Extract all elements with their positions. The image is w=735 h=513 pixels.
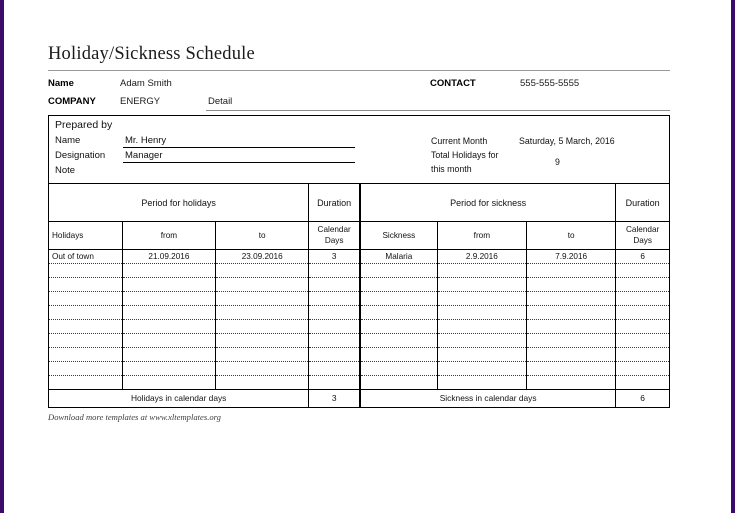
cell-holiday-days-empty[interactable] — [309, 334, 360, 348]
cell-sickness-to-empty[interactable] — [527, 334, 616, 348]
cell-holiday-days-empty[interactable] — [309, 362, 360, 376]
cell-sickness-days-empty[interactable] — [616, 334, 669, 348]
designation-underline — [123, 162, 355, 163]
cell-sickness-from-empty[interactable] — [437, 292, 526, 306]
cell-holiday-to-empty[interactable] — [216, 334, 309, 348]
table-row-empty — [49, 292, 669, 306]
cell-sickness-reason-empty[interactable] — [360, 292, 437, 306]
prepared-name-label: Name — [55, 135, 81, 146]
cell-holiday-days-empty[interactable] — [309, 320, 360, 334]
cell-sickness-reason-empty[interactable] — [360, 278, 437, 292]
group-header-sickness-duration: Duration — [616, 184, 669, 222]
cell-sickness-days-empty[interactable] — [616, 348, 669, 362]
table-row-empty — [49, 278, 669, 292]
cell-sickness-reason[interactable]: Malaria — [360, 250, 437, 264]
cell-holiday-days-empty[interactable] — [309, 278, 360, 292]
cell-sickness-days-empty[interactable] — [616, 264, 669, 278]
cell-holiday-reason-empty[interactable] — [49, 278, 122, 292]
table-group-header-row — [49, 184, 669, 222]
prepared-by-section — [49, 116, 669, 183]
cell-holiday-days-empty[interactable] — [309, 306, 360, 320]
note-label: Note — [55, 165, 76, 176]
cell-holiday-from-empty[interactable] — [122, 348, 215, 362]
cell-holiday-reason-empty[interactable] — [49, 306, 122, 320]
table-column-header-row — [49, 222, 669, 250]
col-header-sickness-from: from — [437, 222, 526, 250]
cell-sickness-to-empty[interactable] — [527, 292, 616, 306]
page-title: Holiday/Sickness Schedule — [48, 44, 255, 64]
schedule-sheet — [48, 44, 670, 464]
total-holidays-label-line1: Total Holidays for — [431, 150, 499, 160]
table-totals-row — [49, 390, 669, 407]
cell-holiday-from-empty[interactable] — [122, 264, 215, 278]
cell-sickness-reason-empty[interactable] — [360, 320, 437, 334]
cell-holiday-reason-empty[interactable] — [49, 362, 122, 376]
cell-sickness-days-empty[interactable] — [616, 320, 669, 334]
col-header-holidays-days-line1: Calendar — [317, 225, 351, 235]
total-holidays-days-value: 3 — [309, 390, 360, 407]
cell-holiday-reason-empty[interactable] — [49, 348, 122, 362]
cell-sickness-from[interactable]: 2.9.2016 — [437, 250, 526, 264]
schedule-table — [49, 183, 669, 407]
cell-sickness-to-empty[interactable] — [527, 348, 616, 362]
cell-holiday-from-empty[interactable] — [122, 278, 215, 292]
cell-holiday-reason-empty[interactable] — [49, 320, 122, 334]
col-header-sickness-days-line2: Days — [633, 235, 652, 245]
group-header-sickness: Period for sickness — [360, 184, 616, 222]
cell-sickness-days-empty[interactable] — [616, 362, 669, 376]
cell-holiday-reason[interactable]: Out of town — [49, 250, 122, 264]
cell-sickness-days-empty[interactable] — [616, 278, 669, 292]
cell-holiday-to-empty[interactable] — [216, 278, 309, 292]
name-value[interactable]: Adam Smith — [120, 78, 172, 89]
col-header-holidays-from: from — [122, 222, 215, 250]
cell-sickness-to-empty[interactable] — [527, 264, 616, 278]
cell-sickness-to-empty[interactable] — [527, 362, 616, 376]
total-holidays-value: 9 — [555, 157, 560, 167]
table-row-empty — [49, 376, 669, 390]
current-month-value: Saturday, 5 March, 2016 — [519, 136, 615, 146]
col-header-holidays-days — [309, 222, 360, 250]
cell-sickness-reason-empty[interactable] — [360, 362, 437, 376]
cell-holiday-to-empty[interactable] — [216, 264, 309, 278]
cell-holiday-days-empty[interactable] — [309, 348, 360, 362]
cell-holiday-days-empty[interactable] — [309, 376, 360, 390]
cell-holiday-to-empty[interactable] — [216, 376, 309, 390]
name-label: Name — [48, 78, 74, 89]
table-row-empty — [49, 334, 669, 348]
cell-sickness-days-empty[interactable] — [616, 376, 669, 390]
table-row-empty — [49, 306, 669, 320]
table-row-empty — [49, 320, 669, 334]
cell-sickness-from-empty[interactable] — [437, 334, 526, 348]
total-holidays-days-label: Holidays in calendar days — [49, 390, 309, 407]
company-value[interactable]: ENERGY — [120, 96, 161, 107]
cell-holiday-reason-empty[interactable] — [49, 334, 122, 348]
cell-holiday-from-empty[interactable] — [122, 292, 215, 306]
cell-sickness-reason-empty[interactable] — [360, 376, 437, 390]
cell-sickness-from-empty[interactable] — [437, 362, 526, 376]
col-header-sickness-days — [616, 222, 669, 250]
cell-holiday-to[interactable]: 23.09.2016 — [216, 250, 309, 264]
table-row — [49, 250, 669, 264]
detail-underline — [206, 110, 670, 111]
cell-holiday-days-empty[interactable] — [309, 264, 360, 278]
cell-sickness-from-empty[interactable] — [437, 278, 526, 292]
cell-holiday-from-empty[interactable] — [122, 362, 215, 376]
schedule-box — [48, 115, 670, 408]
total-sickness-days-value: 6 — [616, 390, 669, 407]
cell-holiday-days-empty[interactable] — [309, 292, 360, 306]
total-sickness-days-label: Sickness in calendar days — [360, 390, 616, 407]
designation-value[interactable]: Manager — [125, 150, 163, 161]
group-header-holidays-duration: Duration — [309, 184, 360, 222]
designation-label: Designation — [55, 150, 106, 161]
detail-label[interactable]: Detail — [208, 96, 233, 107]
cell-sickness-to-empty[interactable] — [527, 306, 616, 320]
cell-holiday-reason-empty[interactable] — [49, 376, 122, 390]
cell-holiday-to-empty[interactable] — [216, 306, 309, 320]
cell-holiday-from-empty[interactable] — [122, 376, 215, 390]
cell-sickness-days-empty[interactable] — [616, 306, 669, 320]
cell-sickness-reason-empty[interactable] — [360, 264, 437, 278]
company-label: COMPANY — [48, 96, 96, 107]
cell-sickness-days-empty[interactable] — [616, 292, 669, 306]
table-row-empty — [49, 264, 669, 278]
cell-holiday-reason-empty[interactable] — [49, 264, 122, 278]
cell-holiday-from[interactable]: 21.09.2016 — [122, 250, 215, 264]
cell-holiday-days[interactable]: 3 — [309, 250, 360, 264]
current-month-label: Current Month — [431, 136, 488, 146]
cell-holiday-from-empty[interactable] — [122, 334, 215, 348]
col-header-sickness-days-line1: Calendar — [626, 225, 660, 235]
contact-label: CONTACT — [430, 78, 476, 89]
table-row-empty — [49, 362, 669, 376]
total-holidays-label-line2: this month — [431, 164, 472, 174]
cell-holiday-from-empty[interactable] — [122, 320, 215, 334]
cell-sickness-from-empty[interactable] — [437, 348, 526, 362]
group-header-holidays: Period for holidays — [49, 184, 309, 222]
cell-sickness-to-empty[interactable] — [527, 320, 616, 334]
cell-sickness-reason-empty[interactable] — [360, 334, 437, 348]
col-header-sickness: Sickness — [360, 222, 437, 250]
cell-holiday-from-empty[interactable] — [122, 306, 215, 320]
cell-sickness-reason-empty[interactable] — [360, 306, 437, 320]
prepared-name-value[interactable]: Mr. Henry — [125, 135, 167, 146]
table-row-empty — [49, 348, 669, 362]
cell-sickness-reason-empty[interactable] — [360, 348, 437, 362]
cell-holiday-to-empty[interactable] — [216, 320, 309, 334]
table-body — [49, 250, 669, 390]
cell-sickness-days[interactable]: 6 — [616, 250, 669, 264]
cell-holiday-reason-empty[interactable] — [49, 292, 122, 306]
prepared-by-heading: Prepared by — [55, 119, 113, 131]
cell-holiday-to-empty[interactable] — [216, 348, 309, 362]
prepared-name-underline — [123, 147, 355, 148]
header-info-block — [48, 71, 670, 115]
col-header-holidays-days-line2: Days — [324, 235, 344, 245]
cell-sickness-to-empty[interactable] — [527, 278, 616, 292]
cell-sickness-to-empty[interactable] — [527, 376, 616, 390]
cell-holiday-to-empty[interactable] — [216, 292, 309, 306]
col-header-sickness-to: to — [527, 222, 616, 250]
cell-sickness-from-empty[interactable] — [437, 320, 526, 334]
footer-note: Download more templates at www.xltemplates.org — [48, 411, 221, 422]
cell-sickness-from-empty[interactable] — [437, 376, 526, 390]
contact-value[interactable]: 555-555-5555 — [520, 78, 580, 89]
col-header-holidays: Holidays — [49, 222, 122, 250]
cell-sickness-to[interactable]: 7.9.2016 — [527, 250, 616, 264]
cell-sickness-from-empty[interactable] — [437, 264, 526, 278]
col-header-holidays-to: to — [216, 222, 309, 250]
cell-holiday-to-empty[interactable] — [216, 362, 309, 376]
cell-sickness-from-empty[interactable] — [437, 306, 526, 320]
